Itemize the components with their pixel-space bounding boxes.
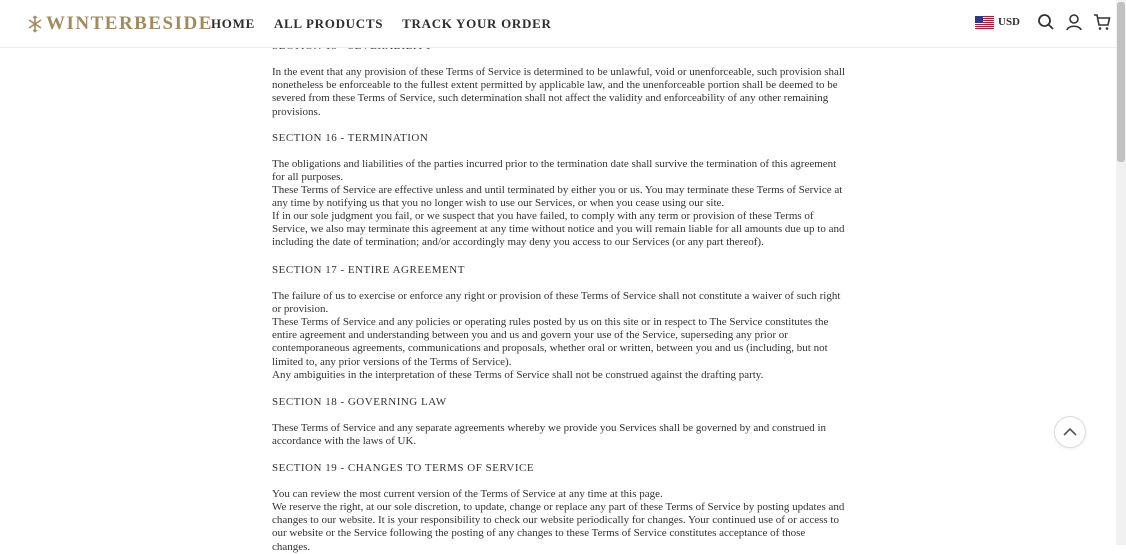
account-icon[interactable] xyxy=(1065,13,1083,31)
section-17-paragraph-1: The failure of us to exercise or enforce any right or provision of these Terms of Service shall not constitute a waiver of such right or provision. xyxy=(272,290,841,316)
nav-track-order[interactable]: TRACK YOUR ORDER xyxy=(402,16,552,31)
brand-name: WINTERBESIDE xyxy=(46,13,213,34)
main-nav xyxy=(211,16,571,32)
nav-home[interactable]: HOME xyxy=(211,16,255,31)
section-18-body: These Terms of Service and any separate agreements whereby we provide you Services shall be governed by and construed in accordance with the laws of UK. xyxy=(272,422,827,448)
section-17-paragraph-3: Any ambiguities in the interpretation of these Terms of Service shall not be construed against the drafting party. xyxy=(272,369,764,381)
section-16-paragraph-3: If in our sole judgment you fail, or we suspect that you have failed, to comply with any term or provision of these Terms of Service, we also may terminate this agreement at any time without notice and you will remain liable for all amounts due up to and including the date of termination; and/or accordingly may deny you access to our Services (or any part thereof). xyxy=(272,210,845,249)
header-tools xyxy=(975,13,1116,31)
nav-all-products[interactable]: ALL PRODUCTS xyxy=(273,16,384,31)
brand-logo[interactable] xyxy=(28,12,213,36)
scrollbar-thumb[interactable] xyxy=(1117,2,1125,162)
section-17-heading: SECTION 17 - ENTIRE AGREEMENT xyxy=(272,264,465,276)
section-17-paragraph-2: These Terms of Service and any policies or operating rules posted by us on this site or in respect to The Service constitutes the entire agreement and understanding between you and us and govern your use of the Service, superseding any prior or contemporaneous agreements, communications and proposals, whether oral or written, between you and us (including, but not limited to, any prior versions of the Terms of Service). xyxy=(272,316,829,368)
currency-selector[interactable]: USD xyxy=(998,16,1021,28)
back-to-top-button[interactable] xyxy=(1054,416,1086,448)
site-header xyxy=(0,0,1116,48)
chevron-up-icon xyxy=(1063,427,1077,437)
section-15-body: In the event that any provision of these Terms of Service is determined to be unlawful, void or unenforceable, such provision shall nonetheless be enforceable to the fullest extent permitted by applicable law, and the unenforceable portion shall be deemed to be severed from these Terms of Service, such determination shall not affect the validity and enforceability of any other remaining provisions. xyxy=(272,66,846,118)
snowflake-icon xyxy=(28,15,42,33)
section-19-heading: SECTION 19 - CHANGES TO TERMS OF SERVICE xyxy=(272,462,535,474)
search-icon[interactable] xyxy=(1037,13,1055,31)
section-18-heading: SECTION 18 - GOVERNING LAW xyxy=(272,396,447,408)
section-16-paragraph-2: These Terms of Service are effective unless and until terminated by either you or us. You may terminate these Terms of Service at any time by notifying us that you no longer wish to use our Services, or when you cease using our site. xyxy=(272,184,843,210)
cart-icon[interactable] xyxy=(1093,13,1111,31)
section-16-paragraph-1: The obligations and liabilities of the parties incurred prior to the termination date shall survive the termination of this agreement for all purposes. xyxy=(272,158,837,184)
section-16-heading: SECTION 16 - TERMINATION xyxy=(272,132,429,144)
us-flag-icon[interactable] xyxy=(975,16,994,29)
section-19-paragraph-2: We reserve the right, at our sole discretion, to update, change or replace any part of these Terms of Service by posting updates and changes to our website. It is your responsibility to check our website periodically for changes. Your continued use of or access to our website or the Service following the posting of any changes to these Terms of Service constitutes acceptance of those changes. xyxy=(272,501,845,553)
section-19-paragraph-1: You can review the most current version of the Terms of Service at any time at this page. xyxy=(272,488,663,500)
